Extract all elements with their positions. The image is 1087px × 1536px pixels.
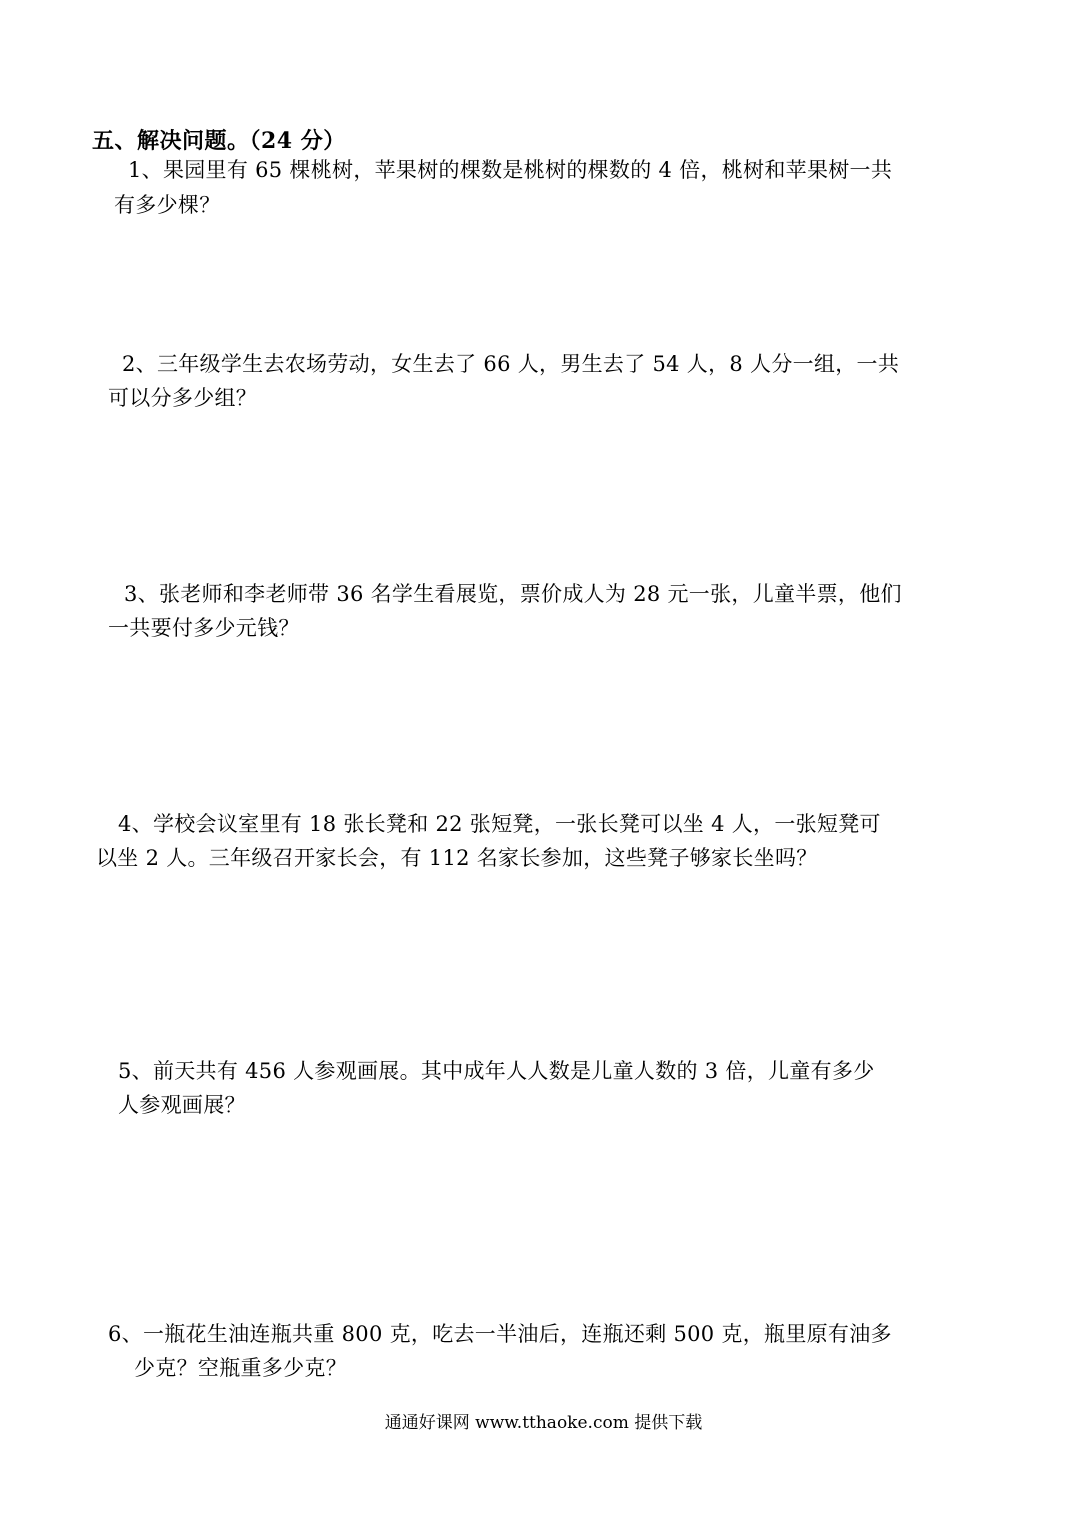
question-2-line-1: 2、三年级学生去农场劳动，女生去了 66 人，男生去了 54 人，8 人分一组，一共 (122, 352, 900, 376)
question-4-line-1: 4、学校会议室里有 18 张长凳和 22 张短凳，一张长凳可以坐 4 人，一张短凳可 (118, 812, 881, 836)
question-6-line-1: 6、一瓶花生油连瓶共重 800 克，吃去一半油后，连瓶还剩 500 克，瓶里原有油多 (108, 1322, 892, 1346)
question-3-line-2: 一共要付多少元钱？ (108, 616, 300, 640)
question-6-line-2: 少克？空瓶重多少克？ (134, 1356, 347, 1380)
footer-source-credit: 通通好课网 www.tthaoke.com 提供下载 (384, 1413, 703, 1433)
question-2-line-2: 可以分多少组？ (108, 386, 258, 410)
section-title: 五、解决问题。（24 分） (92, 128, 346, 154)
question-1-line-2: 有多少棵？ (114, 193, 221, 217)
question-5-line-2: 人参观画展？ (118, 1093, 246, 1117)
question-4-line-2: 以坐 2 人。三年级召开家长会，有 112 名家长参加，这些凳子够家长坐吗？ (96, 846, 818, 870)
question-3-line-1: 3、张老师和李老师带 36 名学生看展览，票价成人为 28 元一张，儿童半票，他们 (124, 582, 902, 606)
question-5-line-1: 5、前天共有 456 人参观画展。其中成年人人数是儿童人数的 3 倍，儿童有多少 (118, 1059, 875, 1083)
question-1-line-1: 1、果园里有 65 棵桃树，苹果树的棵数是桃树的棵数的 4 倍，桃树和苹果树一共 (128, 158, 893, 182)
